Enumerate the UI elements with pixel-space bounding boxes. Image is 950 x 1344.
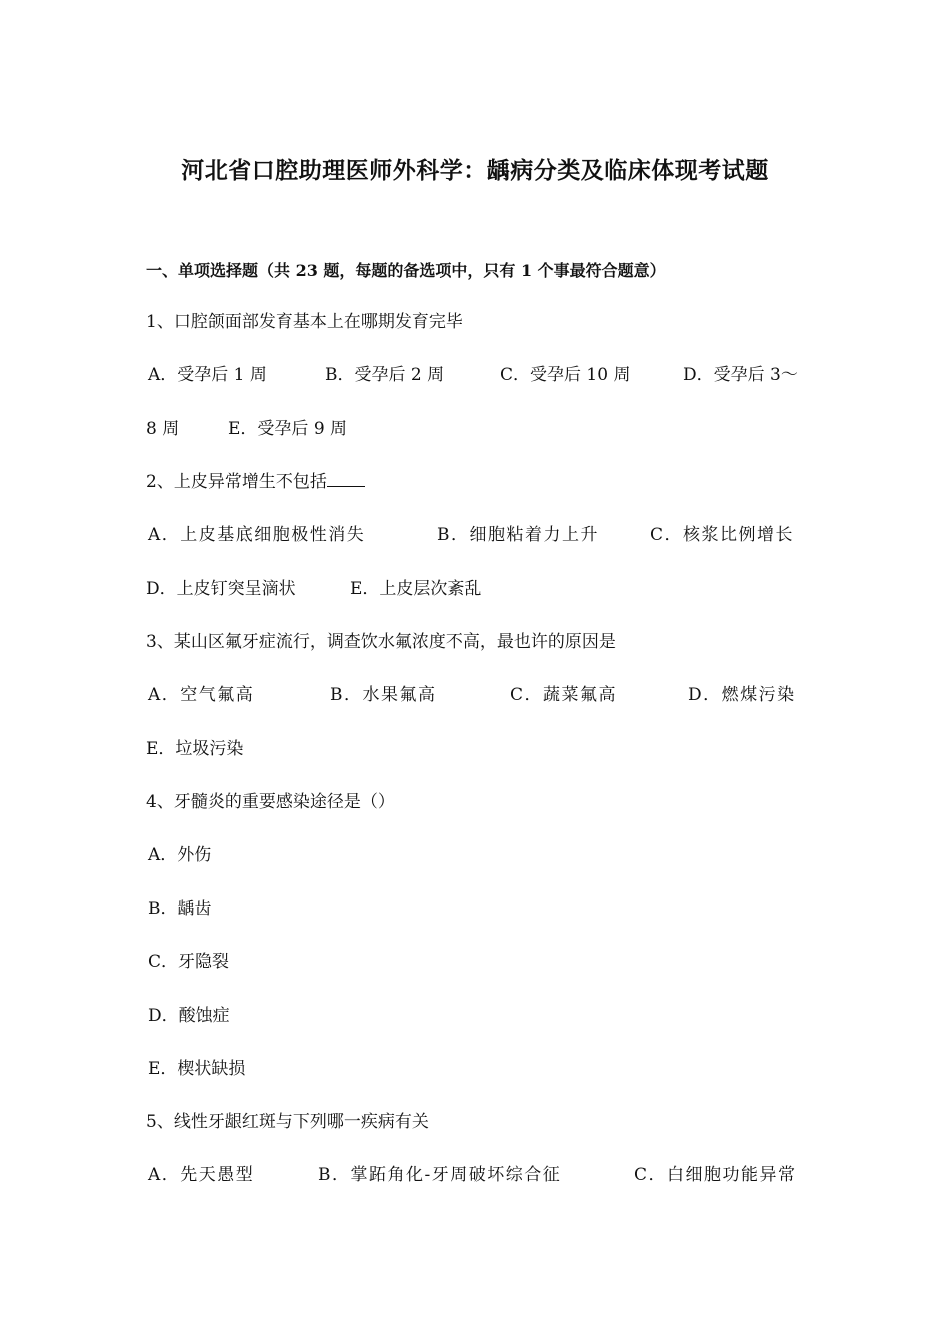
question-4-option-d: D．酸蚀症 xyxy=(148,1006,230,1026)
question-2-option-b: B．细胞粘着力上升 xyxy=(437,525,599,545)
question-1-option-d-continued: 8 周 xyxy=(146,419,180,439)
question-5-option-a: A．先天愚型 xyxy=(148,1165,255,1185)
answer-blank xyxy=(327,471,365,487)
question-2-option-c: C．核浆比例增长 xyxy=(650,525,795,545)
question-3-option-c: C．蔬菜氟高 xyxy=(510,685,618,705)
question-3-option-b: B．水果氟高 xyxy=(330,685,437,705)
question-1-stem: 1、口腔颌面部发育基本上在哪期发育完毕 xyxy=(146,312,463,332)
question-2-stem xyxy=(146,470,365,494)
question-2-option-a: A．上皮基底细胞极性消失 xyxy=(148,525,366,545)
question-2-option-e: E．上皮层次紊乱 xyxy=(350,579,482,599)
question-5-option-b: B．掌跖角化-牙周破坏综合征 xyxy=(318,1165,562,1185)
question-1-option-e: E．受孕后 9 周 xyxy=(228,419,348,439)
question-3-option-a: A．空气氟高 xyxy=(148,685,255,705)
question-5-stem: 5、线性牙龈红斑与下列哪一疾病有关 xyxy=(146,1112,429,1132)
question-4-stem: 4、牙髓炎的重要感染途径是（） xyxy=(146,792,395,812)
question-3-option-e: E．垃圾污染 xyxy=(146,739,244,759)
section-heading: 一、单项选择题（共 23 题，每题的备选项中，只有 1 个事最符合题意） xyxy=(146,261,666,280)
question-5-option-c: C．白细胞功能异常 xyxy=(634,1165,797,1185)
question-4-option-e: E．楔状缺损 xyxy=(148,1059,246,1079)
question-3-option-d: D．燃煤污染 xyxy=(688,685,796,705)
question-4-option-b: B．龋齿 xyxy=(148,899,212,919)
question-1-option-c: C．受孕后 10 周 xyxy=(500,365,631,385)
question-1-option-a: A．受孕后 1 周 xyxy=(148,365,267,385)
question-1-option-d: D．受孕后 3～ xyxy=(683,365,798,385)
question-2-option-d: D．上皮钉突呈滴状 xyxy=(146,579,296,599)
question-4-option-a: A．外伤 xyxy=(148,845,212,865)
document-title: 河北省口腔助理医师外科学：龋病分类及临床体现考试题 xyxy=(181,157,769,184)
question-4-option-c: C．牙隐裂 xyxy=(148,952,230,972)
question-2-stem-text: 2、上皮异常增生不包括 xyxy=(146,472,327,492)
question-3-stem: 3、某山区氟牙症流行，调查饮水氟浓度不高，最也许的原因是 xyxy=(146,632,616,652)
question-1-option-b: B．受孕后 2 周 xyxy=(325,365,445,385)
